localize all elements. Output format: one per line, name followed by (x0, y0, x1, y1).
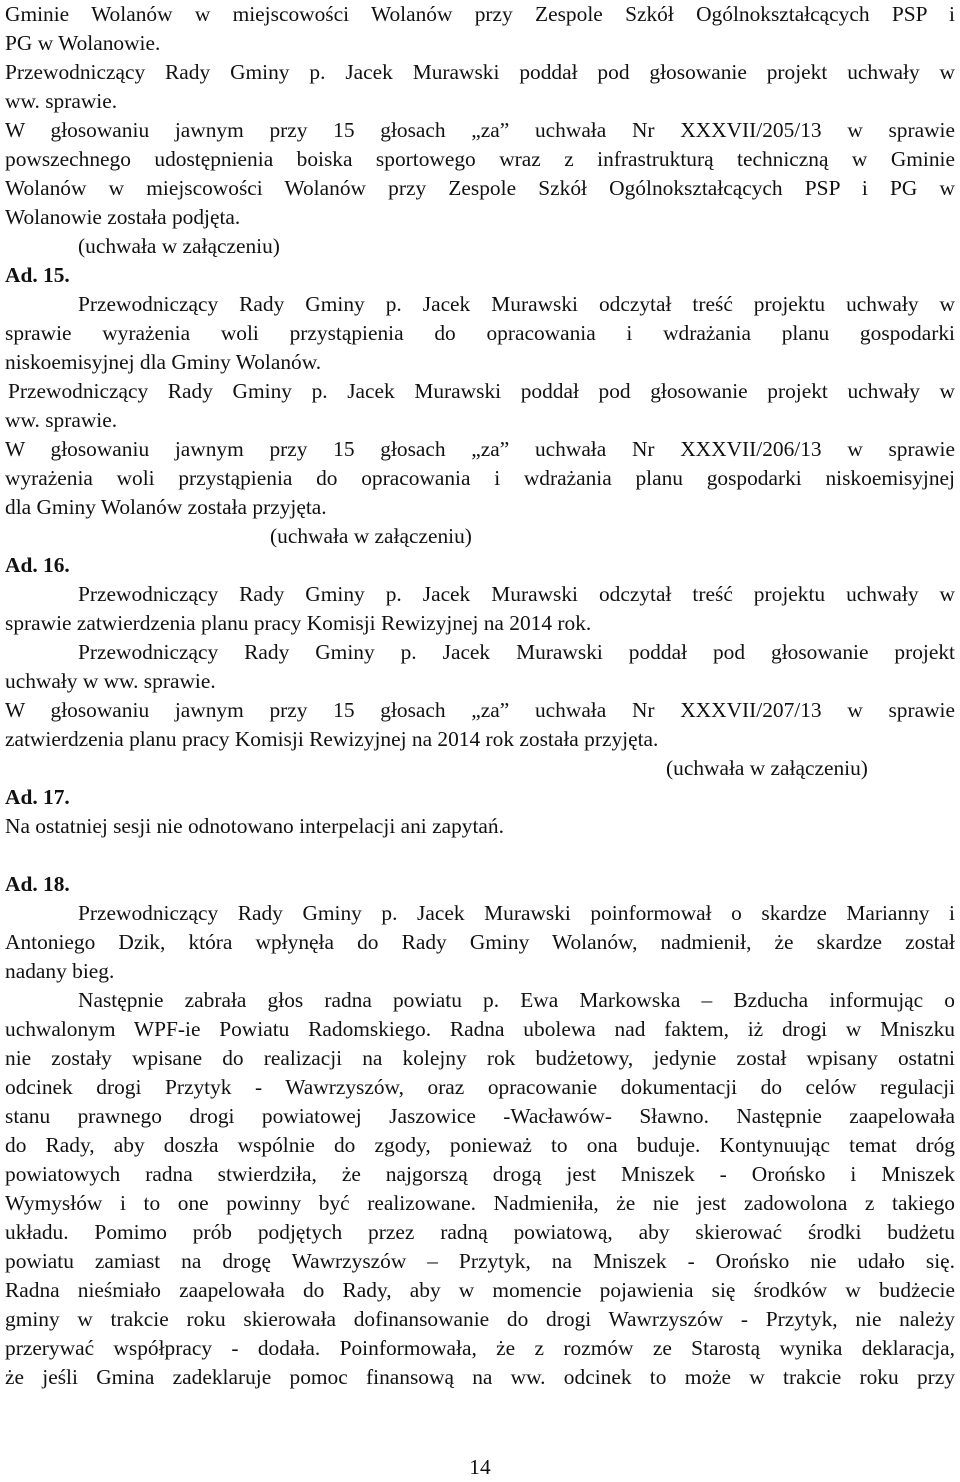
text-line: że jeśli Gmina zadeklaruje pomoc finansową na ww. odcinek to może w trakcie roku przy (5, 1365, 955, 1389)
text-line: Radna nieśmiało zaapelowała do Rady, aby w momencie pojawienia się środków w budżecie (5, 1278, 955, 1302)
text-line: stanu prawnego drogi powiatowej Jaszowice -Wacławów- Sławno. Następnie zaapelowała (5, 1104, 955, 1128)
text-line: W głosowaniu jawnym przy 15 głosach „za” uchwała Nr XXXVII/206/13 w sprawie (5, 437, 955, 461)
text-line: do Rady, aby doszła wspólnie do zgody, ponieważ to ona buduje. Kontynuując temat dróg (5, 1133, 955, 1157)
text-line: Następnie zabrała głos radna powiatu p. Ewa Markowska – Bzducha informując o (78, 988, 955, 1012)
section-heading: Ad. 16. (5, 553, 70, 577)
section-heading: Ad. 17. (5, 785, 70, 809)
text-line: Przewodniczący Rady Gminy p. Jacek Murawski poinformował o skardze Marianny i (78, 901, 955, 925)
text-line: powszechnego udostępnienia boiska sportowego wraz z infrastrukturą techniczną w Gminie (5, 147, 955, 171)
text-line: Przewodniczący Rady Gminy p. Jacek Murawski odczytał treść projektu uchwały w (78, 292, 955, 316)
text-line: Przewodniczący Rady Gminy p. Jacek Murawski poddał pod głosowanie projekt uchwały w (5, 60, 955, 84)
text-line: przerywać współpracy - dodała. Poinformowała, że z rozmów ze Starostą wynika deklaracja, (5, 1336, 955, 1360)
attachment-note: (uchwała w załączeniu) (78, 234, 280, 258)
text-line: Na ostatniej sesji nie odnotowano interpelacji ani zapytań. (5, 814, 504, 838)
text-line: sprawie zatwierdzenia planu pracy Komisji Rewizyjnej na 2014 rok. (5, 611, 592, 635)
text-line: odcinek drogi Przytyk - Wawrzyszów, oraz opracowanie dokumentacji do celów regulacji (5, 1075, 955, 1099)
text-line: W głosowaniu jawnym przy 15 głosach „za” uchwała Nr XXXVII/207/13 w sprawie (5, 698, 955, 722)
text-line: nie zostały wpisane do realizacji na kolejny rok budżetowy, jedynie został wpisany ostatni (5, 1046, 955, 1070)
text-line: Przewodniczący Rady Gminy p. Jacek Murawski poddał pod głosowanie projekt uchwały w (8, 379, 955, 403)
text-line: sprawie wyrażenia woli przystąpienia do opracowania i wdrażania planu gospodarki (5, 321, 955, 345)
text-line: układu. Pomimo prób podjętych przez radną powiatową, aby skierować środki budżetu (5, 1220, 955, 1244)
text-line: W głosowaniu jawnym przy 15 głosach „za” uchwała Nr XXXVII/205/13 w sprawie (5, 118, 955, 142)
text-line: uchwalonym WPF-ie Powiatu Radomskiego. Radna ubolewa nad faktem, iż drogi w Mniszku (5, 1017, 955, 1041)
page-number: 14 (469, 1455, 491, 1479)
text-line: gminy w trakcie roku skierowała dofinansowanie do drogi Wawrzyszów - Przytyk, nie należy (5, 1307, 955, 1331)
text-line: Przewodniczący Rady Gminy p. Jacek Murawski odczytał treść projektu uchwały w (78, 582, 955, 606)
text-line: Wolanów w miejscowości Wolanów przy Zespole Szkół Ogólnokształcących PSP i PG w (5, 176, 955, 200)
text-line: powiatu zamiast na drogę Wawrzyszów – Przytyk, na Mniszek - Orońsko nie udało się. (5, 1249, 955, 1273)
text-line: ww. sprawie. (5, 408, 118, 432)
text-line: uchwały w ww. sprawie. (5, 669, 216, 693)
text-line: nadany bieg. (5, 959, 115, 983)
attachment-note: (uchwała w załączeniu) (666, 756, 868, 780)
text-line: Wymysłów i to one powinny być realizowane. Nadmieniła, że nie jest zadowolona z takiego (5, 1191, 955, 1215)
text-line: niskoemisyjnej dla Gminy Wolanów. (5, 350, 322, 374)
text-line: dla Gminy Wolanów została przyjęta. (5, 495, 327, 519)
attachment-note: (uchwała w załączeniu) (270, 524, 472, 548)
text-line: Antoniego Dzik, która wpłynęła do Rady Gminy Wolanów, nadmienił, że skardze został (5, 930, 955, 954)
text-line: wyrażenia woli przystąpienia do opracowania i wdrażania planu gospodarki niskoemisyjnej (5, 466, 955, 490)
text-line: powiatowych radna stwierdziła, że najgorszą drogą jest Mniszek - Orońsko i Mniszek (5, 1162, 955, 1186)
text-line: PG w Wolanowie. (5, 31, 161, 55)
text-line: zatwierdzenia planu pracy Komisji Rewizyjnej na 2014 rok została przyjęta. (5, 727, 659, 751)
section-heading: Ad. 18. (5, 872, 70, 896)
text-line: Przewodniczący Rady Gminy p. Jacek Murawski poddał pod głosowanie projekt (78, 640, 955, 664)
section-heading: Ad. 15. (5, 263, 70, 287)
text-line: ww. sprawie. (5, 89, 118, 113)
text-line: Wolanowie została podjęta. (5, 205, 241, 229)
text-line: Gminie Wolanów w miejscowości Wolanów przy Zespole Szkół Ogólnokształcących PSP i (5, 2, 955, 26)
